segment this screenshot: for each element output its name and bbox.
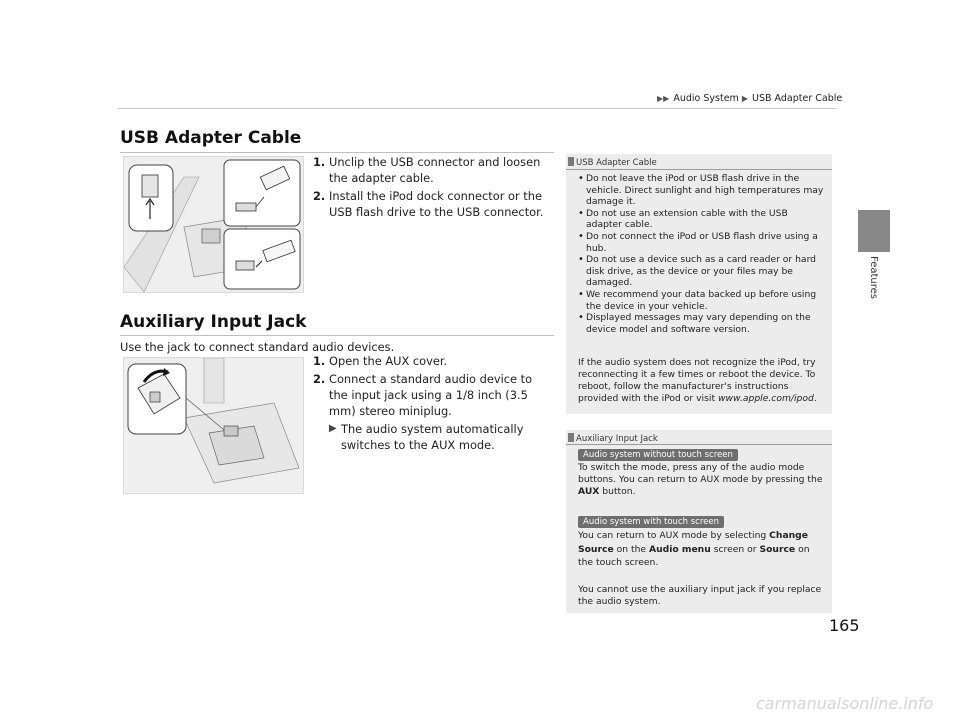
chapter-tab-label: Features [868, 256, 879, 299]
aux-illustration [124, 358, 303, 493]
bullet-item: • Do not use an extension cable with the USB adapter cable. [578, 208, 824, 231]
bullet-item: • Do not use a device such as a card reader or hard disk drive, as the device or your files may be damaged. [578, 254, 824, 289]
section-divider [120, 335, 554, 336]
badge-without-touch-screen: Audio system without touch screen [578, 449, 738, 461]
usb-steps [313, 154, 553, 222]
breadcrumb-item-usb-adapter[interactable]: USB Adapter Cable [752, 93, 843, 104]
aux-steps [313, 353, 553, 453]
usb-note-title: USB Adapter Cable [568, 157, 657, 168]
breadcrumb-item-audio-system[interactable]: Audio System [673, 93, 739, 104]
breadcrumb [657, 93, 842, 104]
badge-with-touch-screen: Audio system with touch screen [578, 516, 724, 528]
breadcrumb-arrow-icon: ▶▶ [657, 94, 670, 103]
aux-note-paragraph-2: You can return to AUX mode by selecting Change Source on the Audio menu screen or Source on the touch screen. [578, 530, 810, 568]
bullet-item: • Do not connect the iPod or USB flash drive using a hub. [578, 231, 824, 254]
header-divider [118, 108, 836, 109]
step-item: 1. Open the AUX cover. [313, 354, 448, 368]
step-item: 1. Unclip the USB connector and loosen the adapter cable. [313, 155, 541, 185]
note-marker-icon [568, 157, 574, 166]
aux-note-paragraph-3: You cannot use the auxiliary input jack if you replace the audio system. [578, 584, 822, 607]
chapter-tab[interactable] [858, 210, 890, 252]
usb-note-paragraph: If the audio system does not recognize the iPod, try reconnecting it a few times or reboot the device. To reboot, follow the manufacturer's instructions provided with the iPod or visit www.apple.com/ipod. [578, 357, 817, 404]
section-title-aux: Auxiliary Input Jack [120, 312, 307, 332]
note-marker-icon [568, 433, 574, 442]
watermark: carmanualsonline.info [756, 694, 934, 713]
aux-figure [123, 357, 304, 494]
sub-step: ▶ The audio system automatically switches to the AUX mode. [329, 422, 524, 452]
bullet-item: • Displayed messages may vary depending on the device model and software version. [578, 312, 824, 335]
step-item: 2. Connect a standard audio device to the input jack using a 1/8 inch (3.5 mm) stereo miniplug. [313, 372, 533, 418]
usb-note-bullets [578, 173, 824, 335]
bullet-item: • We recommend your data backed up before using the device in your vehicle. [578, 289, 824, 312]
aux-note-paragraph-1: To switch the mode, press any of the audio mode buttons. You can return to AUX mode by pressing the AUX button. [578, 462, 823, 497]
aux-intro: Use the jack to connect standard audio devices. [120, 340, 395, 354]
note-divider [566, 444, 832, 445]
step-item: 2. Install the iPod dock connector or the USB flash drive to the USB connector. [313, 189, 544, 219]
breadcrumb-arrow-icon: ▶ [741, 94, 748, 103]
apple-link[interactable]: www.apple.com/ipod [717, 393, 814, 404]
note-divider [566, 169, 832, 170]
usb-illustration [124, 157, 303, 292]
usb-figure [123, 156, 304, 293]
bullet-item: • Do not leave the iPod or USB flash drive in the vehicle. Direct sunlight and high temperatures may damage it. [578, 173, 824, 208]
result-arrow-icon: ▶ [329, 423, 337, 434]
page-number: 165 [829, 616, 860, 635]
section-title-usb: USB Adapter Cable [120, 128, 302, 148]
aux-note-title: Auxiliary Input Jack [568, 433, 658, 444]
section-divider [120, 152, 554, 153]
